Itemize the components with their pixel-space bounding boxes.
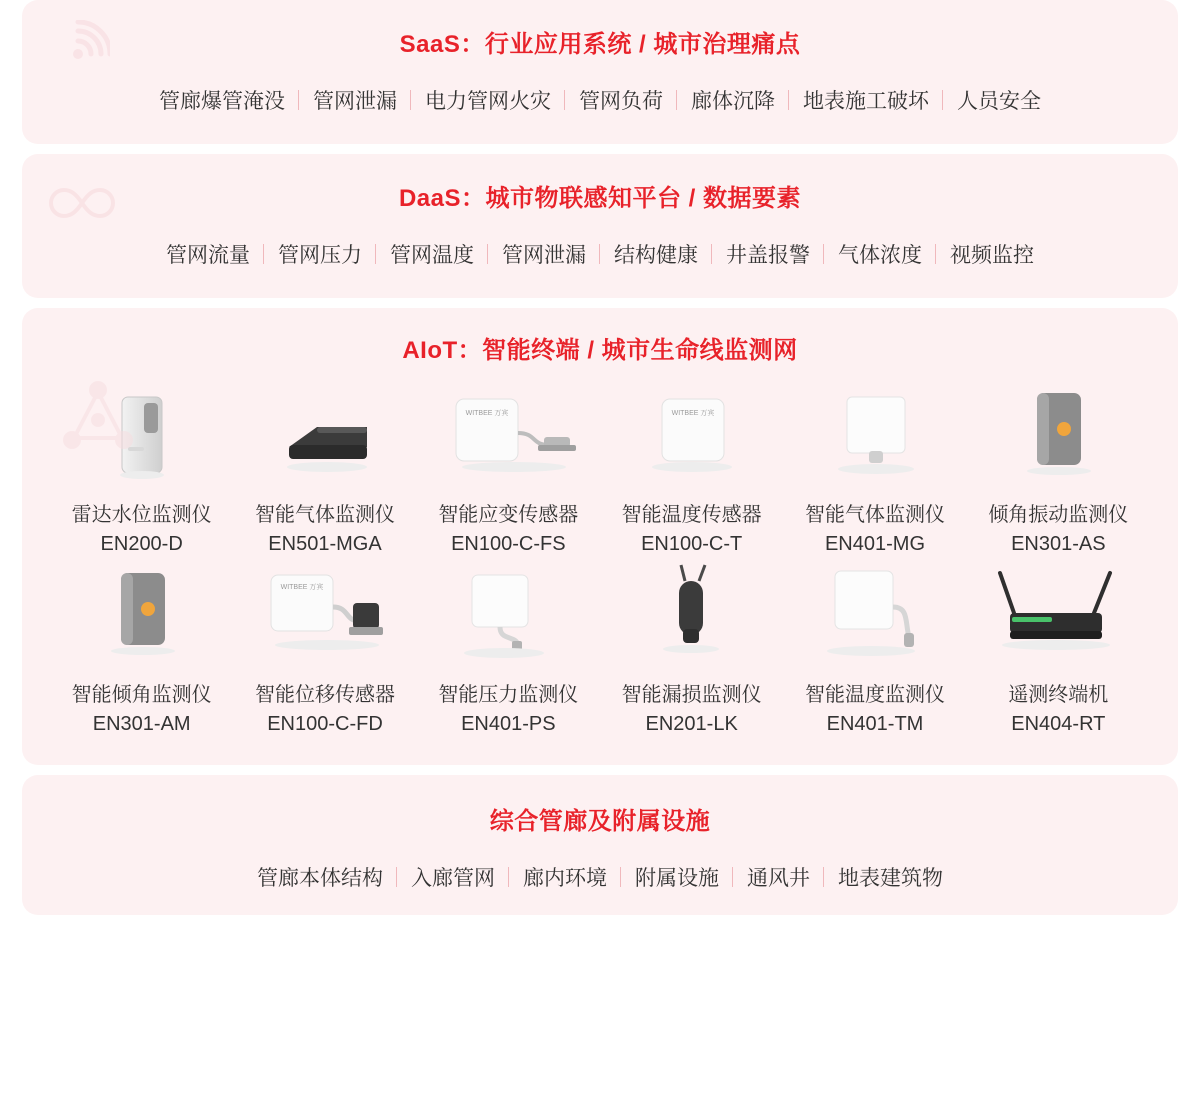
tilt-device-icon — [87, 563, 197, 667]
pressure-monitor-device-icon — [438, 563, 578, 667]
aiot-title — [22, 330, 1178, 365]
device-grid — [22, 383, 1178, 739]
temperature-monitor-device-icon — [805, 563, 945, 667]
device-model: EN401-PS — [461, 713, 556, 735]
rtu-gateway-device-icon — [978, 563, 1138, 667]
aiot-panel — [22, 308, 1178, 765]
daas-title — [22, 178, 1178, 213]
gas-detector-device-icon — [255, 383, 395, 487]
daas-tag-row — [22, 239, 1178, 269]
device-name: 智能应变传感器 — [438, 504, 579, 526]
device-item[interactable] — [417, 383, 600, 559]
device-item[interactable] — [233, 563, 416, 739]
gas-monitor-device-icon — [815, 383, 935, 487]
device-name: 智能压力监测仪 — [438, 684, 579, 706]
device-item[interactable] — [783, 563, 966, 739]
leak-monitor-device-icon — [637, 563, 747, 667]
daas-panel — [22, 154, 1178, 298]
device-model: EN100-C-FD — [267, 713, 383, 735]
infrastructure-tag-row — [22, 862, 1178, 892]
aiot-title-rest: 智能终端 / 城市生命线监测网 — [482, 337, 798, 364]
daas-tag[interactable]: 管网温度 — [376, 239, 488, 269]
saas-tag[interactable]: 电力管网火灾 — [411, 85, 565, 115]
device-model: EN201-LK — [645, 713, 738, 735]
radar-level-device-icon — [82, 383, 202, 487]
infrastructure-tag[interactable]: 入廊管网 — [397, 862, 509, 892]
infrastructure-panel — [22, 775, 1178, 915]
device-model: EN404-RT — [1011, 713, 1106, 735]
saas-tag[interactable]: 管网泄漏 — [299, 85, 411, 115]
tilt-vibration-device-icon — [1003, 383, 1113, 487]
device-name: 智能气体监测仪 — [804, 504, 945, 526]
svg-text:WITBEE 万宾: WITBEE 万宾 — [280, 584, 324, 591]
device-name: 智能位移传感器 — [254, 684, 395, 706]
daas-title-lead: DaaS： — [398, 185, 486, 212]
device-model: EN100-C-FS — [451, 533, 566, 555]
temperature-sensor-device-icon — [632, 383, 752, 487]
saas-tag[interactable]: 管网负荷 — [565, 85, 677, 115]
saas-tag-row — [22, 85, 1178, 115]
device-name: 智能气体监测仪 — [254, 504, 395, 526]
device-model: EN301-AS — [1011, 533, 1106, 555]
device-item[interactable] — [967, 563, 1150, 739]
infrastructure-tag[interactable]: 廊内环境 — [509, 862, 621, 892]
infrastructure-title: 综合管廊及附属设施 — [489, 808, 711, 835]
infrastructure-tag[interactable]: 通风井 — [733, 862, 824, 892]
device-name: 智能倾角监测仪 — [71, 684, 212, 706]
device-name: 智能温度监测仪 — [804, 684, 945, 706]
device-model: EN200-D — [100, 533, 183, 555]
infrastructure-tag[interactable]: 附属设施 — [621, 862, 733, 892]
device-model: EN100-C-T — [641, 533, 743, 555]
svg-text:WITBEE 万宾: WITBEE 万宾 — [465, 410, 509, 417]
displacement-sensor-device-icon — [245, 563, 405, 667]
daas-tag[interactable]: 气体浓度 — [824, 239, 936, 269]
daas-tag[interactable]: 管网压力 — [264, 239, 376, 269]
daas-tag[interactable]: 管网泄漏 — [488, 239, 600, 269]
infrastructure-tag[interactable]: 管廊本体结构 — [243, 862, 397, 892]
daas-tag[interactable]: 结构健康 — [600, 239, 712, 269]
saas-tag[interactable]: 地表施工破坏 — [789, 85, 943, 115]
daas-tag[interactable]: 管网流量 — [152, 239, 264, 269]
device-name: 智能漏损监测仪 — [621, 684, 762, 706]
device-model: EN501-MGA — [268, 533, 382, 555]
device-model: EN401-TM — [826, 713, 924, 735]
saas-title-rest: 行业应用系统 / 城市治理痛点 — [484, 31, 801, 58]
daas-tag[interactable]: 视频监控 — [950, 244, 1034, 267]
saas-tag[interactable]: 管廊爆管淹没 — [145, 85, 299, 115]
device-item[interactable] — [233, 383, 416, 559]
saas-title-lead: SaaS： — [399, 31, 485, 58]
device-item[interactable] — [50, 383, 233, 559]
device-name: 遥测终端机 — [1008, 684, 1109, 706]
daas-tag[interactable]: 井盖报警 — [712, 239, 824, 269]
device-model: EN301-AM — [92, 713, 191, 735]
daas-title-rest: 城市物联感知平台 / 数据要素 — [485, 185, 802, 212]
saas-panel — [22, 0, 1178, 144]
device-name: 雷达水位监测仪 — [71, 504, 212, 526]
device-model: EN401-MG — [824, 533, 925, 555]
saas-tag[interactable]: 廊体沉降 — [677, 85, 789, 115]
device-item[interactable] — [600, 383, 783, 559]
device-item[interactable] — [600, 563, 783, 739]
strain-sensor-device-icon — [428, 383, 588, 487]
device-item[interactable] — [783, 383, 966, 559]
device-item[interactable] — [417, 563, 600, 739]
device-item[interactable] — [967, 383, 1150, 559]
device-item[interactable] — [50, 563, 233, 739]
infrastructure-tag[interactable]: 地表建筑物 — [838, 867, 943, 890]
svg-text:WITBEE 万宾: WITBEE 万宾 — [671, 410, 715, 417]
saas-tag[interactable]: 人员安全 — [957, 90, 1041, 113]
saas-title — [22, 24, 1178, 59]
aiot-title-lead: AIoT： — [402, 337, 483, 364]
device-name: 倾角振动监测仪 — [988, 504, 1129, 526]
device-name: 智能温度传感器 — [621, 504, 762, 526]
